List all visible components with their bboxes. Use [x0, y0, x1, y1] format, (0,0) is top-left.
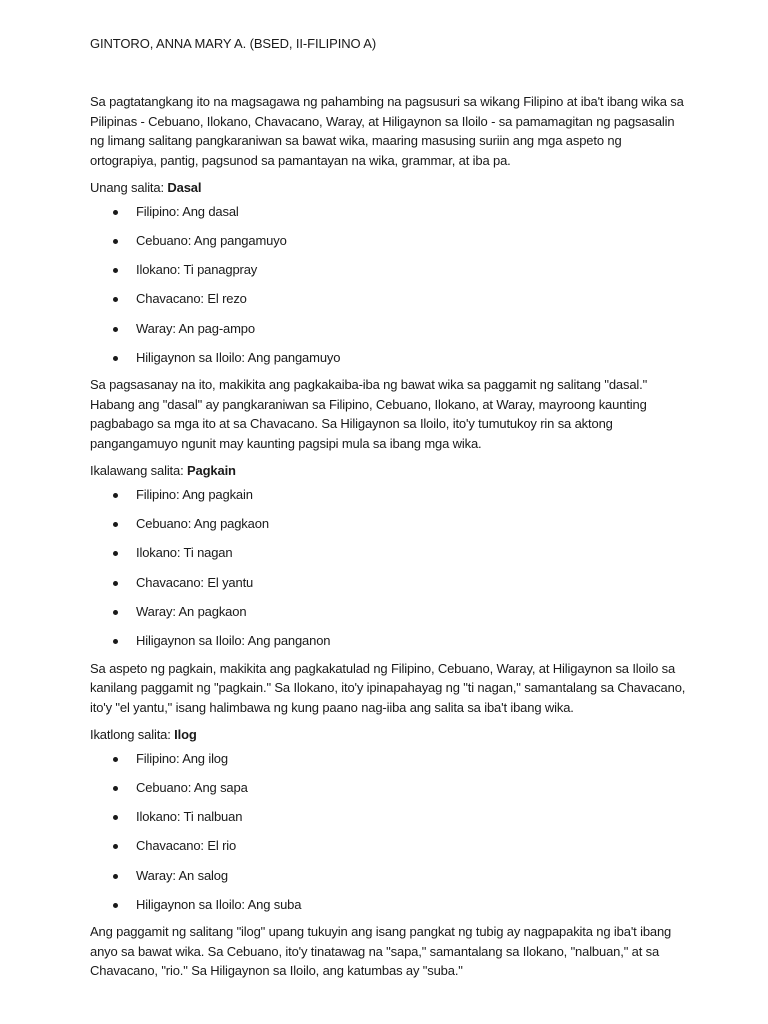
list-item-text: Cebuano: Ang pagkaon: [136, 516, 269, 532]
analysis-paragraph-1: Sa pagsasanay na ito, makikita ang pagkakaiba-iba ng bawat wika sa paggamit ng salitang "dasal." Habang ang "dasal" ay pangkaraniwan sa Filipino, Cebuano, Ilokano, at Waray, mayroong kaunting pagbabago sa mga ito at sa Chavacano. Sa Hiligaynon sa Iloilo, ito'y tumutukoy rin sa aktong pangangamuyo ngunit may kaunting pagsipi mula sa ibang mga wika.: [90, 377, 648, 451]
list-item-text: Ilokano: Ti nagan: [136, 545, 233, 561]
section-label-prefix: Ikalawang salita:: [90, 463, 188, 479]
analysis-paragraph-2: Sa aspeto ng pagkain, makikita ang pagkakatulad ng Filipino, Cebuano, Waray, at Hiligaynon sa Iloilo sa kanilang paggamit ng "pagkain." Sa Ilokano, ito'y ipinapahayag ng "ti nagan," samantalang sa Chavacano, ito'y "el yantu," isang halimbawa ng kung paano nag-iiba ang salita sa iba't ibang wika.: [90, 660, 686, 715]
list-item-text: Hiligaynon sa Iloilo: Ang panganon: [136, 633, 331, 649]
list-item: [90, 231, 690, 260]
list-item: [90, 749, 690, 778]
translation-list-2: [90, 485, 690, 661]
bullet-icon: [113, 551, 118, 556]
section-label-prefix: Ikatlong salita:: [90, 727, 175, 743]
list-item-text: Chavacano: El yantu: [136, 574, 254, 590]
bullet-icon: [113, 239, 118, 244]
list-item: [90, 260, 690, 289]
bullet-icon: [113, 815, 118, 820]
bullet-icon: [113, 493, 118, 498]
list-item-text: Waray: An salog: [136, 867, 228, 883]
section-label-1: [90, 178, 690, 198]
list-item-text: Waray: An pagkaon: [136, 603, 247, 619]
list-item-text: Chavacano: El rio: [136, 838, 237, 854]
section-label-2: [90, 461, 690, 481]
bullet-icon: [113, 522, 118, 527]
list-item: [90, 485, 690, 514]
bullet-icon: [113, 268, 118, 273]
list-item: [90, 514, 690, 543]
list-item-text: Chavacano: El rezo: [136, 291, 247, 307]
list-item-text: Waray: An pag-ampo: [136, 320, 255, 336]
analysis-paragraph-3: Ang paggamit ng salitang "ilog" upang tukuyin ang isang pangkat ng tubig ay nagpapakita ng iba't ibang anyo sa bawat wika. Sa Cebuano, ito'y tinatawag na "sapa," samantalang sa Ilokano, "nalbuan," at sa Chavacano, "rio." Sa Hiligaynon sa Iloilo, ang katumbas ay "suba.": [90, 924, 672, 979]
list-item: [90, 319, 690, 348]
bullet-icon: [113, 581, 118, 586]
bullet-icon: [113, 639, 118, 644]
bullet-icon: [113, 356, 118, 361]
translation-list-1: [90, 202, 690, 378]
list-item: [90, 573, 690, 602]
author-line: GINTORO, ANNA MARY A. (BSED, II-FILIPINO A): [90, 36, 377, 51]
translation-list-3: [90, 749, 690, 925]
bullet-icon: [113, 327, 118, 332]
list-item-text: Filipino: Ang ilog: [136, 750, 228, 766]
bullet-icon: [113, 757, 118, 762]
bullet-icon: [113, 297, 118, 302]
list-item: [90, 289, 690, 318]
list-item: [90, 543, 690, 572]
list-item: [90, 778, 690, 807]
bullet-icon: [113, 874, 118, 879]
list-item: [90, 602, 690, 631]
list-item-text: Ilokano: Ti nalbuan: [136, 809, 243, 825]
list-item: [90, 348, 690, 377]
bullet-icon: [113, 210, 118, 215]
list-item-text: Cebuano: Ang sapa: [136, 779, 248, 795]
bullet-icon: [113, 786, 118, 791]
list-item: [90, 836, 690, 865]
list-item-text: Filipino: Ang pagkain: [136, 486, 253, 502]
bullet-icon: [113, 610, 118, 615]
intro-paragraph: Sa pagtatangkang ito na magsagawa ng pahambing na pagsusuri sa wikang Filipino at iba't ibang wika sa Pilipinas - Cebuano, Ilokano, Chavacano, Waray, at Hiligaynon sa Iloilo - sa pamamagitan ng pagsasalin ng limang salitang pangkaraniwan sa bawat wika, maaring masusing suriin ang mga aspeto ng ortograpiya, pantig, pagsunod sa pamantayan na wika, grammar, at iba pa.: [90, 94, 684, 168]
list-item: [90, 202, 690, 231]
section-label-3: [90, 725, 690, 745]
section-word: Dasal: [167, 180, 202, 195]
section-word: Pagkain: [187, 463, 236, 479]
list-item-text: Hiligaynon sa Iloilo: Ang pangamuyo: [136, 349, 341, 365]
list-item-text: Hiligaynon sa Iloilo: Ang suba: [136, 897, 302, 913]
section-word: Ilog: [174, 727, 197, 743]
bullet-icon: [113, 844, 118, 849]
document-page: [90, 34, 690, 981]
list-item-text: Filipino: Ang dasal: [136, 203, 239, 219]
section-label-prefix: Unang salita:: [90, 180, 168, 195]
list-item: [90, 807, 690, 836]
list-item: [90, 866, 690, 895]
bullet-icon: [113, 903, 118, 908]
list-item-text: Cebuano: Ang pangamuyo: [136, 232, 287, 248]
list-item: [90, 631, 690, 660]
list-item-text: Ilokano: Ti panagpray: [136, 262, 258, 278]
list-item: [90, 895, 690, 924]
